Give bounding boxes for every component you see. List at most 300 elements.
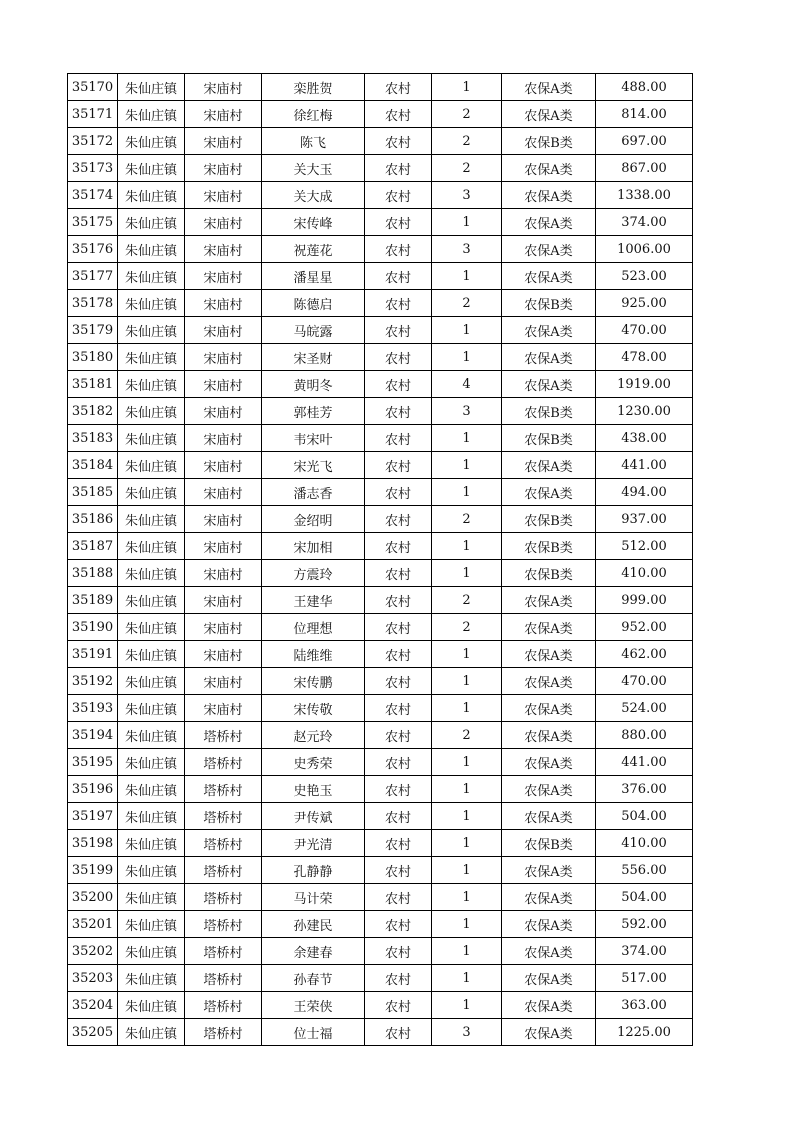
table-row xyxy=(68,803,693,830)
area-type-cell: 农村 xyxy=(365,344,432,371)
table-row xyxy=(68,938,693,965)
household-size-cell: 1 xyxy=(432,344,502,371)
town-cell: 朱仙庄镇 xyxy=(118,290,185,317)
amount-cell: 488.00 xyxy=(596,74,693,101)
table-row xyxy=(68,614,693,641)
village-cell: 宋庙村 xyxy=(185,668,262,695)
amount-cell: 937.00 xyxy=(596,506,693,533)
household-size-cell: 1 xyxy=(432,992,502,1019)
amount-cell: 523.00 xyxy=(596,263,693,290)
town-cell: 朱仙庄镇 xyxy=(118,587,185,614)
household-size-cell: 3 xyxy=(432,236,502,263)
name-cell: 潘志香 xyxy=(262,479,365,506)
record-id-cell: 35205 xyxy=(68,1019,118,1046)
village-cell: 塔桥村 xyxy=(185,938,262,965)
category-cell: 农保B类 xyxy=(502,506,596,533)
name-cell: 位理想 xyxy=(262,614,365,641)
town-cell: 朱仙庄镇 xyxy=(118,101,185,128)
village-cell: 宋庙村 xyxy=(185,371,262,398)
record-id-cell: 35184 xyxy=(68,452,118,479)
record-id-cell: 35200 xyxy=(68,884,118,911)
name-cell: 孔静静 xyxy=(262,857,365,884)
village-cell: 宋庙村 xyxy=(185,533,262,560)
table-row xyxy=(68,749,693,776)
category-cell: 农保A类 xyxy=(502,668,596,695)
record-id-cell: 35175 xyxy=(68,209,118,236)
table-row xyxy=(68,290,693,317)
town-cell: 朱仙庄镇 xyxy=(118,668,185,695)
town-cell: 朱仙庄镇 xyxy=(118,155,185,182)
category-cell: 农保A类 xyxy=(502,1019,596,1046)
record-id-cell: 35186 xyxy=(68,506,118,533)
record-id-cell: 35187 xyxy=(68,533,118,560)
name-cell: 孙建民 xyxy=(262,911,365,938)
village-cell: 宋庙村 xyxy=(185,695,262,722)
table-row xyxy=(68,533,693,560)
household-size-cell: 1 xyxy=(432,479,502,506)
area-type-cell: 农村 xyxy=(365,641,432,668)
document-page xyxy=(67,73,693,1046)
village-cell: 宋庙村 xyxy=(185,641,262,668)
amount-cell: 952.00 xyxy=(596,614,693,641)
area-type-cell: 农村 xyxy=(365,182,432,209)
table-row xyxy=(68,641,693,668)
village-cell: 塔桥村 xyxy=(185,803,262,830)
name-cell: 陆维维 xyxy=(262,641,365,668)
household-size-cell: 3 xyxy=(432,1019,502,1046)
amount-cell: 374.00 xyxy=(596,209,693,236)
name-cell: 郭桂芳 xyxy=(262,398,365,425)
amount-cell: 438.00 xyxy=(596,425,693,452)
village-cell: 宋庙村 xyxy=(185,398,262,425)
household-size-cell: 1 xyxy=(432,209,502,236)
area-type-cell: 农村 xyxy=(365,965,432,992)
name-cell: 马皖露 xyxy=(262,317,365,344)
table-row xyxy=(68,479,693,506)
village-cell: 宋庙村 xyxy=(185,74,262,101)
record-id-cell: 35197 xyxy=(68,803,118,830)
amount-cell: 999.00 xyxy=(596,587,693,614)
town-cell: 朱仙庄镇 xyxy=(118,965,185,992)
area-type-cell: 农村 xyxy=(365,128,432,155)
area-type-cell: 农村 xyxy=(365,722,432,749)
town-cell: 朱仙庄镇 xyxy=(118,749,185,776)
amount-cell: 1006.00 xyxy=(596,236,693,263)
village-cell: 塔桥村 xyxy=(185,749,262,776)
household-size-cell: 1 xyxy=(432,425,502,452)
household-size-cell: 1 xyxy=(432,452,502,479)
table-row xyxy=(68,884,693,911)
amount-cell: 880.00 xyxy=(596,722,693,749)
table-row xyxy=(68,992,693,1019)
amount-cell: 1338.00 xyxy=(596,182,693,209)
household-size-cell: 1 xyxy=(432,533,502,560)
record-id-cell: 35181 xyxy=(68,371,118,398)
name-cell: 关大成 xyxy=(262,182,365,209)
name-cell: 方震玲 xyxy=(262,560,365,587)
record-id-cell: 35189 xyxy=(68,587,118,614)
record-id-cell: 35183 xyxy=(68,425,118,452)
category-cell: 农保A类 xyxy=(502,344,596,371)
household-size-cell: 1 xyxy=(432,263,502,290)
record-id-cell: 35201 xyxy=(68,911,118,938)
amount-cell: 512.00 xyxy=(596,533,693,560)
name-cell: 黄明冬 xyxy=(262,371,365,398)
household-size-cell: 1 xyxy=(432,803,502,830)
name-cell: 孙春节 xyxy=(262,965,365,992)
name-cell: 史艳玉 xyxy=(262,776,365,803)
record-id-cell: 35173 xyxy=(68,155,118,182)
name-cell: 祝莲花 xyxy=(262,236,365,263)
table-row xyxy=(68,317,693,344)
household-size-cell: 1 xyxy=(432,641,502,668)
village-cell: 宋庙村 xyxy=(185,155,262,182)
village-cell: 宋庙村 xyxy=(185,479,262,506)
household-size-cell: 2 xyxy=(432,506,502,533)
category-cell: 农保A类 xyxy=(502,992,596,1019)
household-size-cell: 2 xyxy=(432,722,502,749)
village-cell: 宋庙村 xyxy=(185,182,262,209)
town-cell: 朱仙庄镇 xyxy=(118,425,185,452)
town-cell: 朱仙庄镇 xyxy=(118,1019,185,1046)
data-table xyxy=(67,73,693,1046)
town-cell: 朱仙庄镇 xyxy=(118,641,185,668)
amount-cell: 697.00 xyxy=(596,128,693,155)
household-size-cell: 1 xyxy=(432,560,502,587)
record-id-cell: 35178 xyxy=(68,290,118,317)
village-cell: 宋庙村 xyxy=(185,290,262,317)
amount-cell: 814.00 xyxy=(596,101,693,128)
area-type-cell: 农村 xyxy=(365,749,432,776)
household-size-cell: 2 xyxy=(432,290,502,317)
record-id-cell: 35198 xyxy=(68,830,118,857)
amount-cell: 441.00 xyxy=(596,749,693,776)
amount-cell: 1225.00 xyxy=(596,1019,693,1046)
area-type-cell: 农村 xyxy=(365,560,432,587)
category-cell: 农保A类 xyxy=(502,884,596,911)
name-cell: 宋传鹏 xyxy=(262,668,365,695)
category-cell: 农保B类 xyxy=(502,128,596,155)
household-size-cell: 4 xyxy=(432,371,502,398)
amount-cell: 524.00 xyxy=(596,695,693,722)
record-id-cell: 35176 xyxy=(68,236,118,263)
record-id-cell: 35203 xyxy=(68,965,118,992)
name-cell: 位士福 xyxy=(262,1019,365,1046)
household-size-cell: 2 xyxy=(432,587,502,614)
name-cell: 宋传敬 xyxy=(262,695,365,722)
category-cell: 农保A类 xyxy=(502,452,596,479)
household-size-cell: 1 xyxy=(432,857,502,884)
household-size-cell: 1 xyxy=(432,317,502,344)
village-cell: 宋庙村 xyxy=(185,587,262,614)
town-cell: 朱仙庄镇 xyxy=(118,236,185,263)
village-cell: 塔桥村 xyxy=(185,992,262,1019)
area-type-cell: 农村 xyxy=(365,479,432,506)
table-row xyxy=(68,128,693,155)
name-cell: 宋传峰 xyxy=(262,209,365,236)
category-cell: 农保B类 xyxy=(502,560,596,587)
category-cell: 农保A类 xyxy=(502,182,596,209)
area-type-cell: 农村 xyxy=(365,992,432,1019)
town-cell: 朱仙庄镇 xyxy=(118,722,185,749)
amount-cell: 410.00 xyxy=(596,830,693,857)
table-row xyxy=(68,236,693,263)
household-size-cell: 1 xyxy=(432,830,502,857)
area-type-cell: 农村 xyxy=(365,74,432,101)
category-cell: 农保A类 xyxy=(502,236,596,263)
household-size-cell: 1 xyxy=(432,668,502,695)
amount-cell: 1230.00 xyxy=(596,398,693,425)
record-id-cell: 35179 xyxy=(68,317,118,344)
category-cell: 农保A类 xyxy=(502,614,596,641)
name-cell: 韦宋叶 xyxy=(262,425,365,452)
category-cell: 农保B类 xyxy=(502,398,596,425)
area-type-cell: 农村 xyxy=(365,884,432,911)
town-cell: 朱仙庄镇 xyxy=(118,938,185,965)
record-id-cell: 35196 xyxy=(68,776,118,803)
table-row xyxy=(68,182,693,209)
category-cell: 农保B类 xyxy=(502,533,596,560)
area-type-cell: 农村 xyxy=(365,506,432,533)
household-size-cell: 2 xyxy=(432,614,502,641)
record-id-cell: 35195 xyxy=(68,749,118,776)
category-cell: 农保A类 xyxy=(502,857,596,884)
category-cell: 农保A类 xyxy=(502,965,596,992)
category-cell: 农保A类 xyxy=(502,641,596,668)
household-size-cell: 3 xyxy=(432,398,502,425)
record-id-cell: 35204 xyxy=(68,992,118,1019)
amount-cell: 867.00 xyxy=(596,155,693,182)
town-cell: 朱仙庄镇 xyxy=(118,263,185,290)
household-size-cell: 2 xyxy=(432,155,502,182)
area-type-cell: 农村 xyxy=(365,614,432,641)
table-row xyxy=(68,587,693,614)
table-row xyxy=(68,155,693,182)
village-cell: 塔桥村 xyxy=(185,965,262,992)
village-cell: 宋庙村 xyxy=(185,209,262,236)
category-cell: 农保A类 xyxy=(502,722,596,749)
record-id-cell: 35185 xyxy=(68,479,118,506)
village-cell: 塔桥村 xyxy=(185,722,262,749)
area-type-cell: 农村 xyxy=(365,857,432,884)
area-type-cell: 农村 xyxy=(365,290,432,317)
name-cell: 宋圣财 xyxy=(262,344,365,371)
town-cell: 朱仙庄镇 xyxy=(118,533,185,560)
record-id-cell: 35199 xyxy=(68,857,118,884)
name-cell: 史秀荣 xyxy=(262,749,365,776)
category-cell: 农保A类 xyxy=(502,371,596,398)
category-cell: 农保A类 xyxy=(502,74,596,101)
name-cell: 尹传斌 xyxy=(262,803,365,830)
name-cell: 宋光飞 xyxy=(262,452,365,479)
village-cell: 塔桥村 xyxy=(185,857,262,884)
record-id-cell: 35182 xyxy=(68,398,118,425)
household-size-cell: 1 xyxy=(432,695,502,722)
area-type-cell: 农村 xyxy=(365,776,432,803)
name-cell: 金绍明 xyxy=(262,506,365,533)
name-cell: 宋加相 xyxy=(262,533,365,560)
category-cell: 农保B类 xyxy=(502,425,596,452)
village-cell: 宋庙村 xyxy=(185,101,262,128)
record-id-cell: 35191 xyxy=(68,641,118,668)
village-cell: 宋庙村 xyxy=(185,506,262,533)
amount-cell: 376.00 xyxy=(596,776,693,803)
household-size-cell: 1 xyxy=(432,938,502,965)
category-cell: 农保A类 xyxy=(502,587,596,614)
table-row xyxy=(68,371,693,398)
area-type-cell: 农村 xyxy=(365,155,432,182)
village-cell: 塔桥村 xyxy=(185,884,262,911)
amount-cell: 363.00 xyxy=(596,992,693,1019)
table-row xyxy=(68,695,693,722)
household-size-cell: 1 xyxy=(432,749,502,776)
table-row xyxy=(68,668,693,695)
table-row xyxy=(68,209,693,236)
area-type-cell: 农村 xyxy=(365,803,432,830)
amount-cell: 441.00 xyxy=(596,452,693,479)
table-row xyxy=(68,776,693,803)
record-id-cell: 35190 xyxy=(68,614,118,641)
amount-cell: 494.00 xyxy=(596,479,693,506)
table-row xyxy=(68,560,693,587)
name-cell: 关大玉 xyxy=(262,155,365,182)
amount-cell: 478.00 xyxy=(596,344,693,371)
town-cell: 朱仙庄镇 xyxy=(118,992,185,1019)
name-cell: 潘星星 xyxy=(262,263,365,290)
amount-cell: 410.00 xyxy=(596,560,693,587)
area-type-cell: 农村 xyxy=(365,587,432,614)
town-cell: 朱仙庄镇 xyxy=(118,803,185,830)
amount-cell: 504.00 xyxy=(596,884,693,911)
area-type-cell: 农村 xyxy=(365,101,432,128)
table-row xyxy=(68,965,693,992)
town-cell: 朱仙庄镇 xyxy=(118,371,185,398)
category-cell: 农保A类 xyxy=(502,749,596,776)
village-cell: 宋庙村 xyxy=(185,614,262,641)
record-id-cell: 35171 xyxy=(68,101,118,128)
town-cell: 朱仙庄镇 xyxy=(118,128,185,155)
town-cell: 朱仙庄镇 xyxy=(118,911,185,938)
town-cell: 朱仙庄镇 xyxy=(118,614,185,641)
name-cell: 栾胜贺 xyxy=(262,74,365,101)
table-body xyxy=(68,74,693,1046)
town-cell: 朱仙庄镇 xyxy=(118,344,185,371)
category-cell: 农保A类 xyxy=(502,803,596,830)
village-cell: 塔桥村 xyxy=(185,776,262,803)
area-type-cell: 农村 xyxy=(365,668,432,695)
household-size-cell: 1 xyxy=(432,965,502,992)
name-cell: 王荣侠 xyxy=(262,992,365,1019)
record-id-cell: 35180 xyxy=(68,344,118,371)
town-cell: 朱仙庄镇 xyxy=(118,560,185,587)
category-cell: 农保A类 xyxy=(502,263,596,290)
town-cell: 朱仙庄镇 xyxy=(118,857,185,884)
table-row xyxy=(68,857,693,884)
amount-cell: 925.00 xyxy=(596,290,693,317)
table-row xyxy=(68,344,693,371)
record-id-cell: 35172 xyxy=(68,128,118,155)
category-cell: 农保A类 xyxy=(502,155,596,182)
record-id-cell: 35192 xyxy=(68,668,118,695)
town-cell: 朱仙庄镇 xyxy=(118,452,185,479)
area-type-cell: 农村 xyxy=(365,425,432,452)
town-cell: 朱仙庄镇 xyxy=(118,182,185,209)
amount-cell: 504.00 xyxy=(596,803,693,830)
record-id-cell: 35174 xyxy=(68,182,118,209)
area-type-cell: 农村 xyxy=(365,830,432,857)
area-type-cell: 农村 xyxy=(365,695,432,722)
table-row xyxy=(68,1019,693,1046)
town-cell: 朱仙庄镇 xyxy=(118,884,185,911)
category-cell: 农保A类 xyxy=(502,209,596,236)
category-cell: 农保A类 xyxy=(502,776,596,803)
village-cell: 塔桥村 xyxy=(185,1019,262,1046)
record-id-cell: 35193 xyxy=(68,695,118,722)
village-cell: 塔桥村 xyxy=(185,911,262,938)
table-row xyxy=(68,398,693,425)
record-id-cell: 35202 xyxy=(68,938,118,965)
record-id-cell: 35177 xyxy=(68,263,118,290)
area-type-cell: 农村 xyxy=(365,371,432,398)
category-cell: 农保A类 xyxy=(502,911,596,938)
area-type-cell: 农村 xyxy=(365,938,432,965)
category-cell: 农保A类 xyxy=(502,695,596,722)
area-type-cell: 农村 xyxy=(365,317,432,344)
amount-cell: 470.00 xyxy=(596,668,693,695)
table-row xyxy=(68,263,693,290)
town-cell: 朱仙庄镇 xyxy=(118,209,185,236)
table-row xyxy=(68,722,693,749)
record-id-cell: 35194 xyxy=(68,722,118,749)
village-cell: 宋庙村 xyxy=(185,452,262,479)
town-cell: 朱仙庄镇 xyxy=(118,695,185,722)
area-type-cell: 农村 xyxy=(365,1019,432,1046)
area-type-cell: 农村 xyxy=(365,452,432,479)
town-cell: 朱仙庄镇 xyxy=(118,398,185,425)
category-cell: 农保A类 xyxy=(502,938,596,965)
household-size-cell: 1 xyxy=(432,776,502,803)
category-cell: 农保A类 xyxy=(502,479,596,506)
town-cell: 朱仙庄镇 xyxy=(118,506,185,533)
name-cell: 王建华 xyxy=(262,587,365,614)
area-type-cell: 农村 xyxy=(365,236,432,263)
village-cell: 宋庙村 xyxy=(185,425,262,452)
amount-cell: 1919.00 xyxy=(596,371,693,398)
area-type-cell: 农村 xyxy=(365,398,432,425)
table-row xyxy=(68,506,693,533)
amount-cell: 462.00 xyxy=(596,641,693,668)
table-row xyxy=(68,452,693,479)
area-type-cell: 农村 xyxy=(365,263,432,290)
category-cell: 农保B类 xyxy=(502,290,596,317)
record-id-cell: 35188 xyxy=(68,560,118,587)
name-cell: 陈飞 xyxy=(262,128,365,155)
name-cell: 马计荣 xyxy=(262,884,365,911)
area-type-cell: 农村 xyxy=(365,209,432,236)
household-size-cell: 1 xyxy=(432,911,502,938)
area-type-cell: 农村 xyxy=(365,911,432,938)
table-row xyxy=(68,101,693,128)
village-cell: 宋庙村 xyxy=(185,236,262,263)
village-cell: 宋庙村 xyxy=(185,560,262,587)
amount-cell: 374.00 xyxy=(596,938,693,965)
record-id-cell: 35170 xyxy=(68,74,118,101)
town-cell: 朱仙庄镇 xyxy=(118,776,185,803)
amount-cell: 517.00 xyxy=(596,965,693,992)
table-row xyxy=(68,74,693,101)
household-size-cell: 2 xyxy=(432,101,502,128)
area-type-cell: 农村 xyxy=(365,533,432,560)
